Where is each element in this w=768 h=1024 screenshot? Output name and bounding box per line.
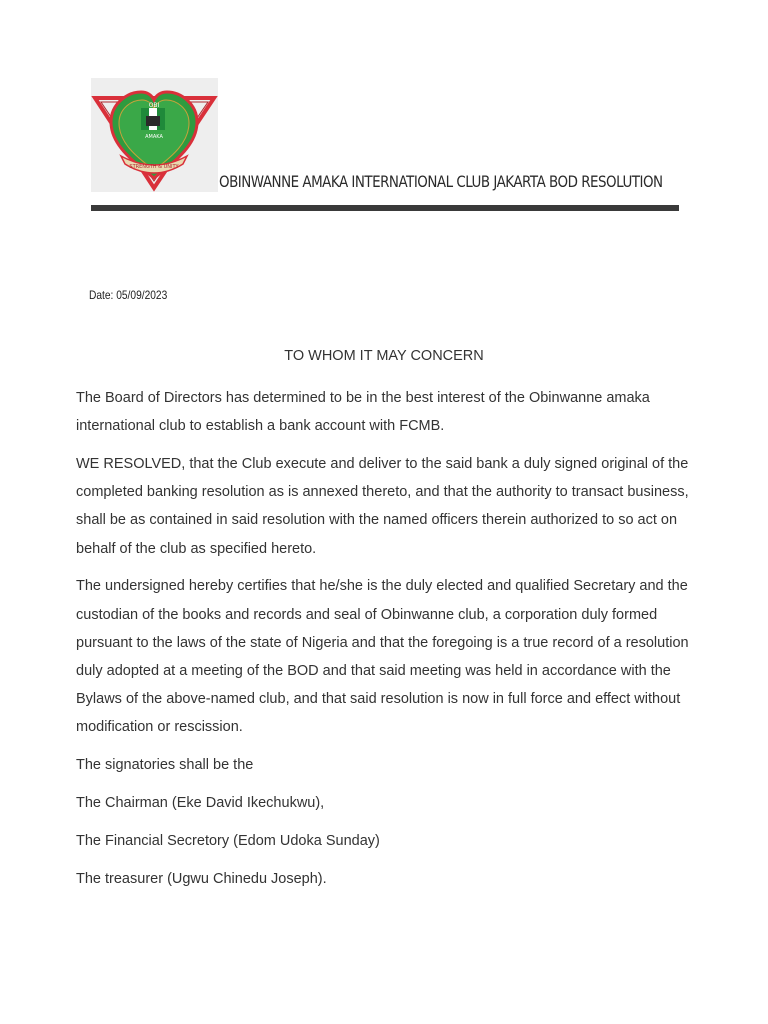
document-header-title: OBINWANNE AMAKA INTERNATIONAL CLUB JAKARTA BOD RESOLUTION	[219, 172, 663, 191]
logo-text-top: OBI	[148, 102, 160, 109]
salutation: TO WHOM IT MAY CONCERN	[284, 348, 484, 364]
signatory-treasurer: The treasurer (Ugwu Chinedu Joseph).	[76, 870, 327, 887]
paragraph-intro: The Board of Directors has determined to be in the best interest of the Obinwanne amaka international club to establish a bank account with FCMB.	[76, 390, 650, 435]
club-logo	[91, 78, 218, 192]
paragraph-certification: The undersigned hereby certifies that he/she is the duly elected and qualified Secretary and the custodian of the books and records and seal of Obinwanne club, a corporation duly formed pursuant to the laws of the state of Nigeria and that the foregoing is a true record of a resolution duly adopted at a meeting of the BOD and that said meeting was held in accordance with the Bylaws of the above-named club, and that said resolution is now in full force and effect without modification or rescission.	[76, 578, 689, 736]
club-crest-logo-icon	[91, 78, 218, 192]
paragraph-signatories-intro: The signatories shall be the	[76, 757, 254, 774]
signatory-financial-secretary: The Financial Secretory (Edom Udoka Sunday)	[76, 832, 380, 849]
logo-ribbon-text: STRENGTH & UNITY	[129, 164, 179, 170]
logo-text-mid: AMAKA	[145, 134, 163, 140]
paragraph-resolution: WE RESOLVED, that the Club execute and deliver to the said bank a duly signed original of the completed banking resolution as is annexed thereto, and that the authority to transact business, shall be as contained in said resolution with the named officers therein authorized to so act on behalf of the club as specified hereto.	[76, 456, 689, 557]
header-divider	[91, 205, 679, 211]
document-date: Date: 05/09/2023	[89, 288, 168, 302]
document-body	[76, 384, 694, 902]
signatory-chairman: The Chairman (Eke David Ikechukwu),	[76, 795, 325, 812]
